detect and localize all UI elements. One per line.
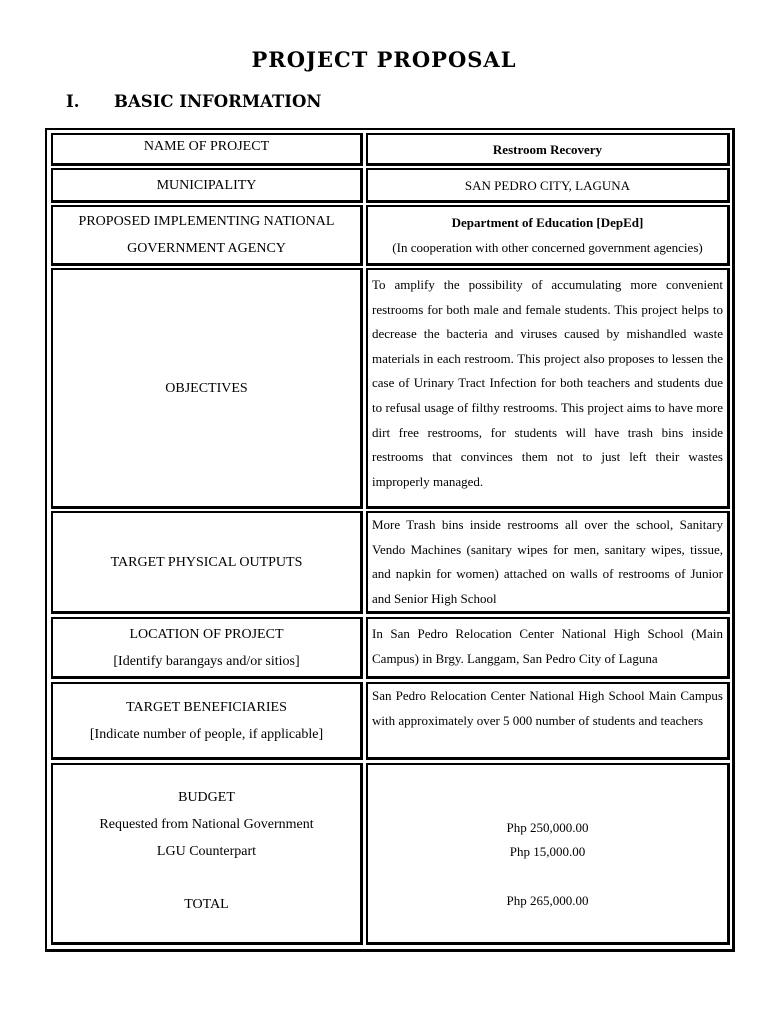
municipality-value: SAN PEDRO CITY, LAGUNA xyxy=(464,177,631,193)
name-of-project-value: Restroom Recovery xyxy=(492,141,603,157)
budget-label: BUDGET xyxy=(178,790,235,805)
municipality-value-cell xyxy=(366,168,730,203)
outputs-label-cell xyxy=(51,511,363,614)
beneficiaries-text: San Pedro Relocation Center National High School Main Campus with approximately over 5 000 number of students and teachers xyxy=(372,688,723,728)
municipality-label: MUNICIPALITY xyxy=(156,177,257,193)
budget-label-cell xyxy=(51,763,363,945)
location-text: In San Pedro Relocation Center National High School (Main Campus) in Brgy. Langgam, San Pedro City of Laguna xyxy=(372,626,723,666)
outputs-value-cell xyxy=(366,511,730,614)
name-of-project-label: NAME OF PROJECT xyxy=(143,138,270,154)
beneficiaries-label-cell xyxy=(51,682,363,760)
budget-lgu-label: LGU Counterpart xyxy=(156,844,257,859)
agency-label-line2: GOVERNMENT AGENCY xyxy=(127,241,286,256)
agency-value-line1: Department of Education [DepEd] xyxy=(451,215,644,230)
agency-label-line1: PROPOSED IMPLEMENTING NATIONAL xyxy=(78,214,335,229)
objectives-label: OBJECTIVES xyxy=(165,380,248,396)
agency-value-cell xyxy=(366,205,730,266)
municipality-label-cell xyxy=(51,168,363,203)
outputs-label: TARGET PHYSICAL OUTPUTS xyxy=(110,554,303,570)
budget-national-value: Php 250,000.00 xyxy=(506,820,589,835)
agency-label-cell xyxy=(51,205,363,266)
objectives-value-cell xyxy=(366,268,730,509)
outputs-text: More Trash bins inside restrooms all over the school, Sanitary Vendo Machines (sanitary wipes for men, sanitary wipes, tissue, and napkin for women) attached on walls of restrooms of Junior and Senior High School xyxy=(372,517,723,606)
section-title: BASIC INFORMATION xyxy=(114,92,322,111)
location-value-cell xyxy=(366,617,730,679)
name-of-project-value-cell xyxy=(366,133,730,166)
location-label-cell xyxy=(51,617,363,679)
budget-total-value: Php 265,000.00 xyxy=(506,893,589,908)
page-title: PROJECT PROPOSAL xyxy=(251,47,517,72)
section-heading xyxy=(66,92,321,111)
section-number: I. xyxy=(66,92,80,111)
budget-value-cell xyxy=(366,763,730,945)
budget-total-label: TOTAL xyxy=(184,897,229,912)
location-label-line2: [Identify barangays and/or sitios] xyxy=(113,653,300,669)
objectives-label-cell xyxy=(51,268,363,509)
location-label-line1: LOCATION OF PROJECT xyxy=(129,626,284,642)
beneficiaries-value-cell xyxy=(366,682,730,760)
objectives-text: To amplify the possibility of accumulating more convenient restrooms for both male and female students. This project helps to decrease the bacteria and viruses caused by mishandled waste materials in each restroom. This project also proposes to lessen the case of Urinary Tract Infection for both teachers and students due to refusal usage of filthy restrooms. This project aims to have more dirt free restrooms, for students will have trash bins inside restrooms that convinces them not to just left their wastes improperly managed. xyxy=(372,277,723,489)
name-of-project-label-cell xyxy=(51,133,363,166)
beneficiaries-label-line1: TARGET BENEFICIARIES xyxy=(126,699,287,715)
budget-national-label: Requested from National Government xyxy=(99,817,314,832)
budget-lgu-value: Php 15,000.00 xyxy=(509,844,586,859)
beneficiaries-label-line2: [Indicate number of people, if applicable] xyxy=(89,726,324,742)
agency-value-line2: (In cooperation with other concerned government agencies) xyxy=(392,240,703,255)
